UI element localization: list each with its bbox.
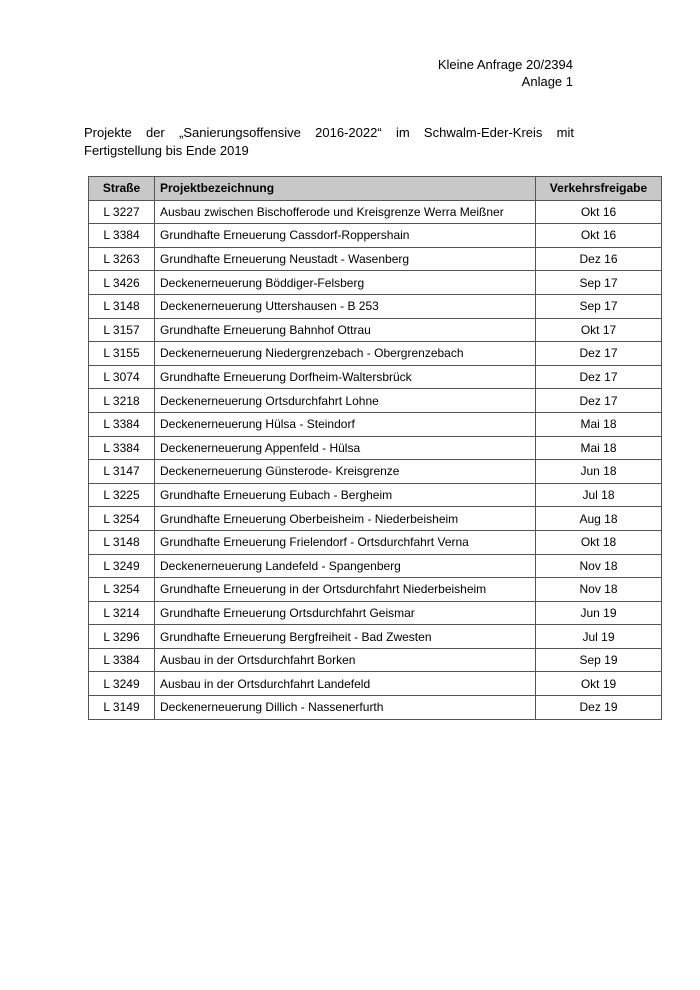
cell-street: L 3157 bbox=[89, 318, 155, 342]
cell-traffic-release: Mai 18 bbox=[536, 412, 662, 436]
table-row bbox=[89, 224, 662, 248]
cell-street: L 3074 bbox=[89, 365, 155, 389]
cell-project-name: Grundhafte Erneuerung Oberbeisheim - Niederbeisheim bbox=[155, 507, 536, 531]
table-row bbox=[89, 554, 662, 578]
table-row bbox=[89, 200, 662, 224]
cell-traffic-release: Nov 18 bbox=[536, 554, 662, 578]
cell-project-name: Ausbau in der Ortsdurchfahrt Borken bbox=[155, 648, 536, 672]
cell-traffic-release: Dez 17 bbox=[536, 365, 662, 389]
document-reference-block bbox=[438, 56, 573, 90]
cell-traffic-release: Okt 16 bbox=[536, 200, 662, 224]
cell-street: L 3155 bbox=[89, 342, 155, 366]
cell-street: L 3147 bbox=[89, 460, 155, 484]
cell-traffic-release: Sep 19 bbox=[536, 648, 662, 672]
table-row bbox=[89, 601, 662, 625]
cell-street: L 3254 bbox=[89, 578, 155, 602]
cell-project-name: Grundhafte Erneuerung Frielendorf - Ortsdurchfahrt Verna bbox=[155, 530, 536, 554]
table-row bbox=[89, 460, 662, 484]
table-header-row bbox=[89, 177, 662, 201]
cell-street: L 3148 bbox=[89, 294, 155, 318]
cell-project-name: Deckenerneuerung Dillich - Nassenerfurth bbox=[155, 696, 536, 720]
cell-traffic-release: Okt 18 bbox=[536, 530, 662, 554]
cell-traffic-release: Okt 16 bbox=[536, 224, 662, 248]
cell-street: L 3214 bbox=[89, 601, 155, 625]
cell-street: L 3384 bbox=[89, 412, 155, 436]
table-row bbox=[89, 294, 662, 318]
cell-project-name: Grundhafte Erneuerung Cassdorf-Roppershain bbox=[155, 224, 536, 248]
table-row bbox=[89, 483, 662, 507]
cell-project-name: Grundhafte Erneuerung Ortsdurchfahrt Geismar bbox=[155, 601, 536, 625]
table-row bbox=[89, 318, 662, 342]
cell-street: L 3227 bbox=[89, 200, 155, 224]
cell-traffic-release: Sep 17 bbox=[536, 271, 662, 295]
cell-traffic-release: Dez 19 bbox=[536, 696, 662, 720]
cell-project-name: Deckenerneuerung Böddiger-Felsberg bbox=[155, 271, 536, 295]
attachment-label: Anlage 1 bbox=[521, 74, 573, 89]
cell-street: L 3384 bbox=[89, 648, 155, 672]
cell-street: L 3149 bbox=[89, 696, 155, 720]
table-row bbox=[89, 625, 662, 649]
table-row bbox=[89, 672, 662, 696]
inquiry-number: Kleine Anfrage 20/2394 bbox=[437, 57, 573, 72]
cell-traffic-release: Dez 17 bbox=[536, 342, 662, 366]
cell-traffic-release: Okt 17 bbox=[536, 318, 662, 342]
cell-street: L 3254 bbox=[89, 507, 155, 531]
cell-traffic-release: Mai 18 bbox=[536, 436, 662, 460]
cell-traffic-release: Sep 17 bbox=[536, 294, 662, 318]
cell-project-name: Deckenerneuerung Niedergrenzebach - Obergrenzebach bbox=[155, 342, 536, 366]
cell-traffic-release: Jul 18 bbox=[536, 483, 662, 507]
table-row bbox=[89, 365, 662, 389]
cell-street: L 3296 bbox=[89, 625, 155, 649]
cell-street: L 3384 bbox=[89, 436, 155, 460]
cell-street: L 3218 bbox=[89, 389, 155, 413]
table-row bbox=[89, 436, 662, 460]
intro-paragraph bbox=[84, 124, 574, 160]
cell-street: L 3263 bbox=[89, 247, 155, 271]
cell-project-name: Grundhafte Erneuerung in der Ortsdurchfahrt Niederbeisheim bbox=[155, 578, 536, 602]
cell-project-name: Deckenerneuerung Hülsa - Steindorf bbox=[155, 412, 536, 436]
cell-project-name: Grundhafte Erneuerung Bahnhof Ottrau bbox=[155, 318, 536, 342]
cell-project-name: Grundhafte Erneuerung Bergfreiheit - Bad Zwesten bbox=[155, 625, 536, 649]
table-row bbox=[89, 507, 662, 531]
cell-traffic-release: Jun 19 bbox=[536, 601, 662, 625]
cell-project-name: Ausbau zwischen Bischofferode und Kreisgrenze Werra Meißner bbox=[155, 200, 536, 224]
table-row bbox=[89, 389, 662, 413]
table-row bbox=[89, 412, 662, 436]
table-body bbox=[89, 200, 662, 719]
cell-project-name: Deckenerneuerung Appenfeld - Hülsa bbox=[155, 436, 536, 460]
cell-street: L 3148 bbox=[89, 530, 155, 554]
cell-project-name: Grundhafte Erneuerung Neustadt - Wasenberg bbox=[155, 247, 536, 271]
cell-project-name: Deckenerneuerung Ortsdurchfahrt Lohne bbox=[155, 389, 536, 413]
intro-line-1: Projekte der „Sanierungsoffensive 2016-2022“ im Schwalm-Eder-Kreis mit bbox=[84, 125, 574, 140]
header-project-name: Projektbezeichnung bbox=[155, 177, 536, 201]
cell-street: L 3426 bbox=[89, 271, 155, 295]
cell-traffic-release: Okt 19 bbox=[536, 672, 662, 696]
cell-traffic-release: Jul 19 bbox=[536, 625, 662, 649]
cell-project-name: Deckenerneuerung Uttershausen - B 253 bbox=[155, 294, 536, 318]
cell-street: L 3225 bbox=[89, 483, 155, 507]
table-row bbox=[89, 342, 662, 366]
cell-traffic-release: Jun 18 bbox=[536, 460, 662, 484]
table-row bbox=[89, 247, 662, 271]
cell-project-name: Grundhafte Erneuerung Eubach - Bergheim bbox=[155, 483, 536, 507]
cell-traffic-release: Aug 18 bbox=[536, 507, 662, 531]
cell-project-name: Ausbau in der Ortsdurchfahrt Landefeld bbox=[155, 672, 536, 696]
cell-street: L 3249 bbox=[89, 554, 155, 578]
header-street: Straße bbox=[89, 177, 155, 201]
cell-traffic-release: Dez 16 bbox=[536, 247, 662, 271]
cell-project-name: Deckenerneuerung Landefeld - Spangenberg bbox=[155, 554, 536, 578]
projects-table bbox=[88, 176, 662, 720]
cell-project-name: Deckenerneuerung Günsterode- Kreisgrenze bbox=[155, 460, 536, 484]
table-row bbox=[89, 530, 662, 554]
cell-traffic-release: Nov 18 bbox=[536, 578, 662, 602]
table-row bbox=[89, 648, 662, 672]
table-row bbox=[89, 271, 662, 295]
cell-street: L 3384 bbox=[89, 224, 155, 248]
intro-line-2: Fertigstellung bis Ende 2019 bbox=[84, 143, 249, 158]
cell-street: L 3249 bbox=[89, 672, 155, 696]
cell-traffic-release: Dez 17 bbox=[536, 389, 662, 413]
header-traffic-release: Verkehrsfreigabe bbox=[536, 177, 662, 201]
cell-project-name: Grundhafte Erneuerung Dorfheim-Waltersbrück bbox=[155, 365, 536, 389]
table-row bbox=[89, 696, 662, 720]
table-row bbox=[89, 578, 662, 602]
